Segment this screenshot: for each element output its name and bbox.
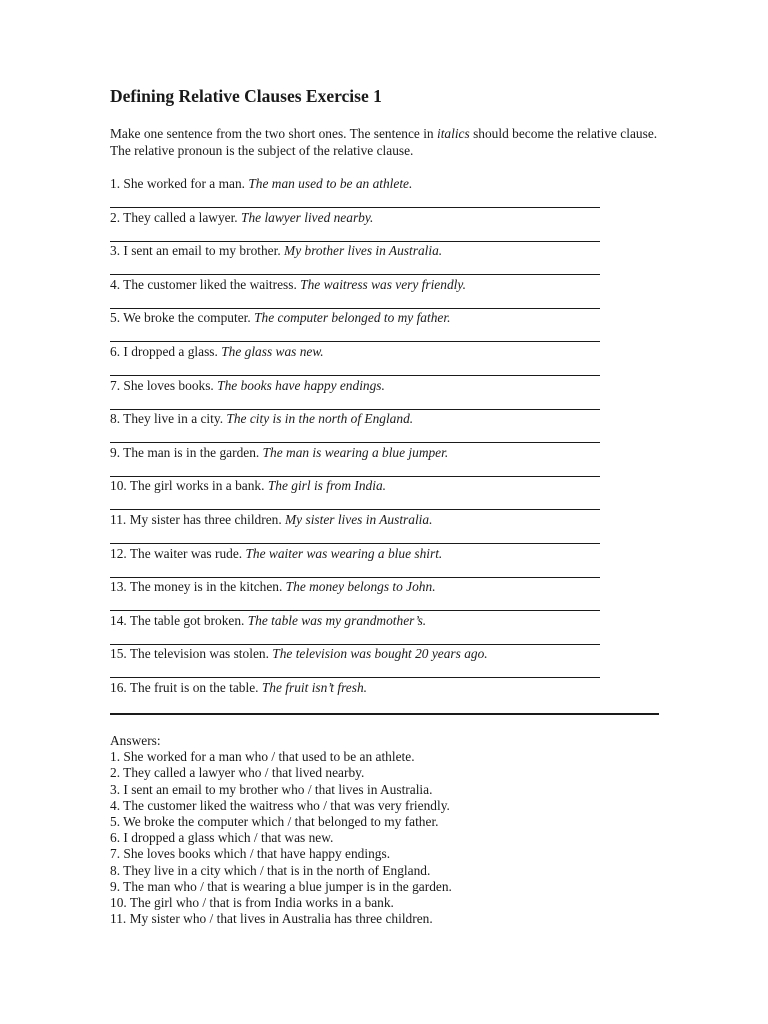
exercise-main-sentence: 8. They live in a city. [110, 411, 227, 427]
exercise-item [110, 309, 610, 343]
exercise-clause-sentence: The waiter was wearing a blue shirt. [245, 545, 443, 561]
exercise-main-sentence: 10. The girl works in a bank. [110, 478, 268, 494]
exercise-clause-sentence: My brother lives in Australia. [284, 243, 443, 259]
exercise-text [110, 612, 426, 630]
exercise-text [110, 276, 466, 294]
exercise-main-sentence: 14. The table got broken. [110, 612, 248, 628]
exercise-text [110, 410, 413, 428]
exercise-main-sentence: 5. We broke the computer. [110, 310, 255, 326]
answer-key [110, 733, 670, 927]
exercise-item [110, 377, 610, 411]
exercise-clause-sentence: The waitress was very friendly. [300, 276, 466, 292]
exercise-item [110, 209, 610, 243]
answers-heading: Answers: [110, 733, 161, 748]
section-divider [110, 713, 659, 715]
exercise-main-sentence: 13. The money is in the kitchen. [110, 579, 286, 595]
exercise-text [110, 242, 442, 260]
exercise-item [110, 511, 610, 545]
exercise-main-sentence: 1. She worked for a man. [110, 176, 249, 191]
exercise-item [110, 545, 610, 579]
exercise-text [110, 645, 488, 663]
instructions-text-start: Make one sentence from the two short ones. The sentence in [110, 126, 437, 141]
exercise-text [110, 343, 324, 361]
exercise-item [110, 578, 610, 612]
exercise-text [110, 209, 373, 227]
page-title: Defining Relative Clauses Exercise 1 [110, 86, 382, 106]
answer-item: 6. I dropped a glass which / that was new. [110, 830, 334, 846]
exercise-main-sentence: 12. The waiter was rude. [110, 545, 246, 561]
exercise-clause-sentence: The man used to be an athlete. [248, 176, 413, 191]
exercise-item [110, 175, 610, 209]
exercise-clause-sentence: The lawyer lived nearby. [241, 209, 374, 225]
exercise-clause-sentence: The city is in the north of England. [226, 411, 414, 427]
answer-item: 9. The man who / that is wearing a blue jumper is in the garden. [110, 878, 452, 894]
exercise-text [110, 511, 432, 529]
exercise-clause-sentence: The computer belonged to my father. [254, 310, 451, 326]
exercise-item [110, 477, 610, 511]
answer-item: 10. The girl who / that is from India works in a bank. [110, 895, 394, 911]
exercise-main-sentence: 2. They called a lawyer. [110, 209, 242, 225]
exercise-item [110, 645, 610, 679]
exercise-main-sentence: 4. The customer liked the waitress. [110, 276, 301, 292]
exercise-clause-sentence: The fruit isn’t fresh. [261, 679, 368, 695]
exercise-text [110, 578, 436, 596]
exercise-main-sentence: 15. The television was stolen. [110, 646, 273, 662]
exercise-main-sentence: 6. I dropped a glass. [110, 343, 222, 359]
answer-item: 4. The customer liked the waitress who / that was very friendly. [110, 797, 450, 813]
instructions-text-end: should become the relative clause. The relative pronoun is the subject of the relative clause. [110, 126, 658, 158]
exercise-item [110, 242, 610, 276]
exercise-clause-sentence: My sister lives in Australia. [285, 511, 433, 527]
exercise-text [110, 175, 412, 193]
exercise-main-sentence: 11. My sister has three children. [110, 511, 286, 527]
exercise-text [110, 679, 367, 697]
instructions-italic-word: italics [436, 126, 470, 141]
exercise-main-sentence: 16. The fruit is on the table. [110, 679, 262, 695]
exercise-main-sentence: 7. She loves books. [110, 377, 218, 393]
exercise-clause-sentence: The television was bought 20 years ago. [272, 646, 488, 662]
answer-item: 3. I sent an email to my brother who / that lives in Australia. [110, 781, 433, 797]
exercise-item [110, 612, 610, 646]
exercise-text [110, 309, 450, 327]
answer-item: 2. They called a lawyer who / that lived nearby. [110, 765, 365, 781]
answer-item: 5. We broke the computer which / that belonged to my father. [110, 814, 439, 830]
exercise-main-sentence: 3. I sent an email to my brother. [110, 243, 285, 259]
exercise-text [110, 545, 442, 563]
exercise-item [110, 679, 610, 713]
exercise-main-sentence: 9. The man is in the garden. [110, 444, 263, 460]
exercise-list [110, 175, 610, 713]
answer-item: 1. She worked for a man who / that used to be an athlete. [110, 749, 415, 765]
exercise-clause-sentence: The girl is from India. [267, 478, 386, 494]
instructions [110, 125, 670, 159]
exercise-item [110, 343, 610, 377]
answer-item: 7. She loves books which / that have happy endings. [110, 846, 391, 862]
exercise-text [110, 377, 385, 395]
answer-item: 11. My sister who / that lives in Australia has three children. [110, 911, 433, 927]
exercise-text [110, 477, 386, 495]
exercise-item [110, 410, 610, 444]
exercise-clause-sentence: The money belongs to John. [285, 579, 436, 595]
exercise-clause-sentence: The books have happy endings. [217, 377, 385, 393]
exercise-text [110, 444, 448, 462]
exercise-item [110, 444, 610, 478]
exercise-item [110, 276, 610, 310]
exercise-clause-sentence: The table was my grandmother’s. [247, 612, 427, 628]
answer-item: 8. They live in a city which / that is in the north of England. [110, 862, 431, 878]
exercise-clause-sentence: The man is wearing a blue jumper. [262, 444, 449, 460]
exercise-clause-sentence: The glass was new. [221, 343, 324, 359]
